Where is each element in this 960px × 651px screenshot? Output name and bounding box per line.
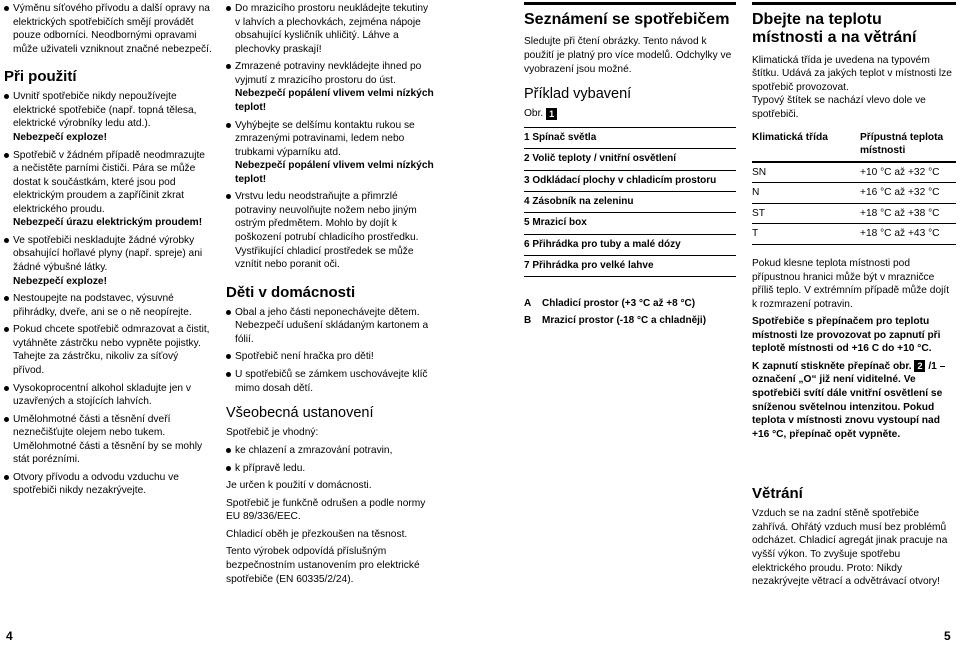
table-cell: +16 °C až +32 °C [860,183,956,204]
paragraph: Spotřebiče s přepínačem pro teplotu místnosti lze provozovat po zapnutí při teplotě místnosti od +16 C do +10 °C. [752,316,941,355]
list-item [4,413,212,467]
column-overview [524,2,736,328]
list-item: 2 Volič teploty / vnitřní osvětlení [524,149,736,170]
column-safety-2 [226,2,436,590]
inline-text: /1 – označení „O“ již není viditelné. Ve spotřebiči svítí dále vnitřní osvětlení se sníženou světelnou intenzitou. Pokud teplota v místnosti znovu vystoupí nad +16 °C, přepínač opět vypněte. [752,360,946,440]
table-cell: +18 °C až +38 °C [860,203,956,224]
general-paragraph: Spotřebič je funkčně odrušen a podle normy EU 89/336/EEC. [226,497,426,523]
table-row [752,224,956,245]
list-item [226,190,436,271]
zone-legend-a [524,297,736,310]
list-text: Spotřebič není hračka pro děti! [235,351,374,363]
list-text: Vyhýbejte se delšímu kontaktu rukou se zmrazenými potravinami, ledem nebo trubkami výparníku atd. [235,119,415,158]
bullet-icon [226,354,231,359]
list-text: Pokud chcete spotřebič odmrazovat a čistit, vytáhněte zástrčku nebo vypněte pojistky. Tahejte za zástrčku, nikoliv za síťový přívod. [13,324,210,376]
climate-intro: Klimatická třída je uvedena na typovém štítku. Udává za jakých teplot v místnosti lze spotřebič provozovat. [752,54,952,93]
list-item [4,471,212,498]
figure-label: Obr. [524,108,544,120]
table-header: Přípustná teplota místnosti [860,128,956,162]
table-cell: N [752,183,860,204]
table-row [752,162,956,183]
bullet-icon [4,327,9,332]
figure-reference [524,107,736,121]
page-number-left: 4 [6,629,13,643]
bullet-icon [226,6,231,11]
section-heading-use: Při použití [4,68,77,86]
section-heading-example: Příklad vybavení [524,86,632,103]
list-text: ke chlazení a zmrazování potravin, [235,445,393,457]
column-room-temperature [752,2,956,593]
bullet-icon [4,153,9,158]
list-text: Zmrazené potraviny nevkládejte ihned po vyjmutí z mrazicího prostoru do úst. [235,61,422,86]
table-header: Klimatická třída [752,128,860,162]
climate-class-table [752,128,956,245]
table-cell: T [752,224,860,245]
bullet-icon [4,475,9,480]
list-item [226,2,436,56]
list-text: Uvnitř spotřebiče nikdy nepoužívejte elektrické spotřebiče (např. topná tělesa, elektrické výrobníky ledu atd.). [13,91,197,130]
figure-number-badge: 1 [546,108,557,120]
list-item [4,292,212,319]
zone-text: Mrazicí prostor (-18 °C a chladněji) [542,315,707,327]
bullet-icon [4,94,9,99]
list-item [226,306,436,347]
warning-text: Nebezpečí popálení vlivem velmi nízkých teplot! [235,160,434,185]
warning-text: Nebezpečí úrazu elektrickým proudem! [13,217,203,229]
list-item [4,90,212,144]
bullet-icon [226,64,231,69]
zone-key: A [524,298,532,310]
general-intro: Spotřebič je vhodný: [226,427,319,439]
section-heading-ventilation: Větrání [752,485,803,503]
warning-text: Nebezpečí popálení vlivem velmi nízkých teplot! [235,88,434,113]
bullet-icon [4,417,9,422]
list-text: k přípravě ledu. [235,462,306,474]
list-text: Vrstvu ledu neodstraňujte a přimrzlé potraviny neuvolňujte nožem nebo jiným ostrým předmětem. Mohlo by dojít k poškození potrubí chladicího prostředku. Vystřikující chladicí prostředek se může vznítit nebo poranit oči. [235,191,419,271]
list-item: 3 Odkládací plochy v chladicím prostoru [524,171,736,192]
list-item [226,462,436,476]
list-item: 7 Přihrádka pro velké lahve [524,256,736,277]
bullet-icon [226,123,231,128]
page-title: Seznámení se spotřebičem [524,11,730,28]
list-item [226,368,436,395]
table-row [752,183,956,204]
general-paragraph: Je určen k použití v domácnosti. [226,480,372,492]
bullet-icon [226,194,231,199]
bullet-icon [4,238,9,243]
climate-intro-2: Typový štítek se nachází vlevo dole ve spotřebiči. [752,95,926,121]
list-text: Spotřebič v žádném případě neodmrazujte a nečistěte parními čističi. Pára se může dostat k součástkám, které jsou pod elektrickým proudem a zapříčinit zkrat elektrického proudu. [13,149,205,215]
table-cell: SN [752,162,860,183]
table-cell: ST [752,203,860,224]
list-item: 6 Přihrádka pro tuby a malé dózy [524,235,736,256]
section-title: Dbejte na teplotu místnosti a na větrání [752,11,917,47]
list-item [4,234,212,288]
page-number-right: 5 [944,629,951,643]
table-row [752,203,956,224]
bullet-icon [4,6,9,11]
list-text: Otvory přívodu a odvodu vzduchu ve spotřebiči nikdy nezakrývejte. [13,471,179,497]
table-cell: +10 °C až +32 °C [860,162,956,183]
list-text: Obal a jeho části neponechávejte dětem. Nebezpečí udušení skládaným kartonem a fólií. [235,306,429,345]
list-item [4,149,212,230]
list-item: 4 Zásobník na zeleninu [524,192,736,213]
warning-text: Nebezpečí exploze! [13,131,107,143]
section-heading-children: Děti v domácnosti [226,283,356,301]
overview-intro: Sledujte při čtení obrázky. Tento návod k použití je platný pro více modelů. Odchylky ve vyobrazení jsou možné. [524,36,732,75]
paragraph [752,360,956,441]
figure-number-badge: 2 [914,360,925,372]
list-item: 5 Mrazicí box [524,213,736,234]
section-heading-general: Všeobecná ustanovení [226,405,374,422]
ventilation-text: Vzduch se na zadní stěně spotřebiče zahřívá. Ohřátý vzduch musí bez problémů odcházet. Chladicí agregát jinak pracuje na vyšší výkon. To zvyšuje spotřebu elektrického proudu. Proto: Nikdy nezakrývejte větrací a odvětrávací otvory! [752,508,948,588]
intro-text: Výměnu síťového přívodu a další opravy na elektrických spotřebičích smějí provádět pouze odborníci. Neodbornými opravami může uživateli vzniknout značné nebezpečí. [13,3,212,55]
bullet-icon [4,386,9,391]
zone-text: Chladicí prostor (+3 °C až +8 °C) [542,298,696,310]
list-item [4,323,212,377]
zone-key: B [524,315,532,327]
general-paragraph: Chladicí oběh je přezkoušen na těsnost. [226,528,408,540]
general-paragraph: Tento výrobek odpovídá příslušným bezpečnostním ustanovením pro elektrické spotřebiče (EN 60335/2/24). [226,546,420,585]
bullet-icon [226,372,231,377]
bullet-icon [226,448,231,453]
list-text: Do mrazicího prostoru neukládejte tekutiny v lahvích a plechovkách, zejména nápoje obsahující kysličník uhličitý. Láhve a plechovky praskají! [235,3,429,55]
bullet-icon [4,296,9,301]
table-header-row [752,128,956,162]
zone-legend-b [524,314,736,327]
list-text: Vysokoprocentní alkohol skladujte jen v uzavřených a stojících lahvích. [13,382,192,408]
parts-list [524,127,736,277]
table-cell: +18 °C až +43 °C [860,224,956,245]
inline-text: K zapnutí stiskněte přepínač obr. [752,360,912,372]
list-text: Ve spotřebiči neskladujte žádné výrobky obsahující hořlavé plyny (např. spreje) ani žádné výbušné látky. [13,234,203,273]
list-text: Nestoupejte na podstavec, výsuvné přihrádky, dveře, ani se o ně neopírejte. [13,293,192,318]
bullet-icon [226,466,231,471]
list-item [226,119,436,187]
list-item [4,382,212,409]
list-item: 1 Spínač světla [524,127,736,149]
list-text: U spotřebičů se zámkem uschovávejte klíč mimo dosah dětí. [235,368,428,394]
bullet-icon [226,310,231,315]
list-item [226,60,436,114]
list-item [226,444,436,458]
paragraph: Pokud klesne teplota místnosti pod přípustnou hranici může být v mrazničce příliš teplo. V extrémním případě může dojít k rozmrazení potravin. [752,257,950,310]
list-item [226,350,436,364]
column-safety-1 [4,2,212,502]
list-text: Umělohmotné části a těsnění dveří neznečišťujte olejem nebo tukem. Umělohmotné části a těsnění by se mohly stát porézními. [13,413,203,466]
warning-text: Nebezpečí exploze! [13,275,107,287]
list-item [4,2,212,56]
